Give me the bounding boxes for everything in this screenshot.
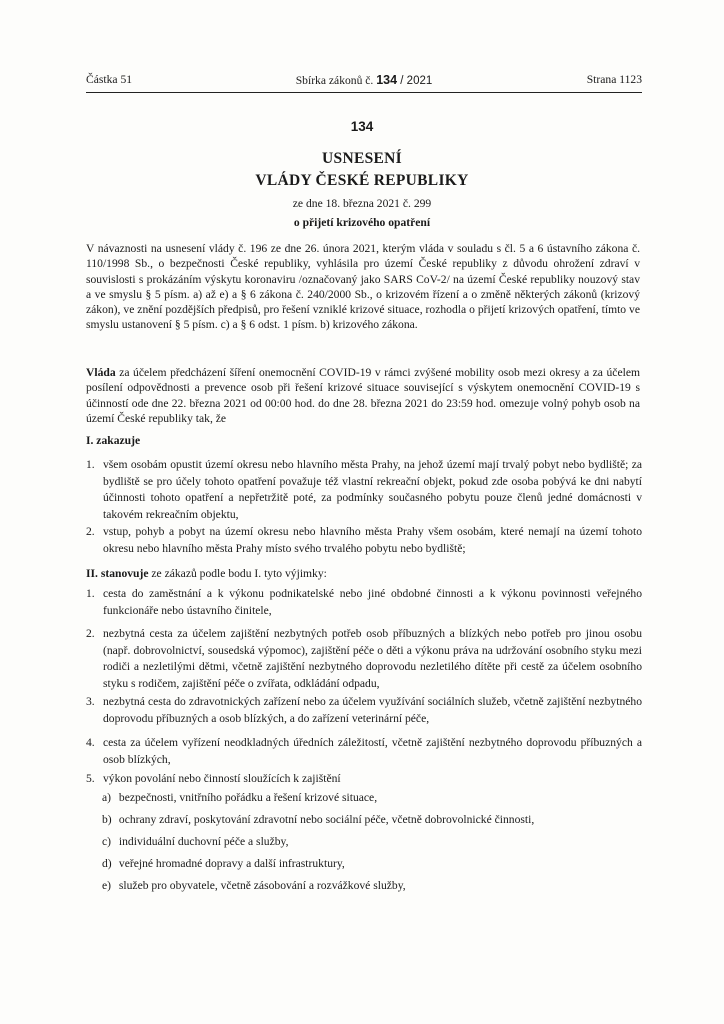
item-number: 1. [86, 458, 95, 471]
section-rest: ze zákazů podle bodu I. tyto výjimky: [148, 567, 327, 580]
item-number: 5. [86, 772, 95, 785]
item-number: 2. [86, 627, 95, 640]
sub-item-text: služeb pro obyvatele, včetně zásobování a rozvážkové služby, [118, 879, 406, 892]
intro-paragraph: V návaznosti na usnesení vlády č. 196 ze dne 26. února 2021, kterým vláda v souladu s čl. 5 a 6 ústavního zákona č. 110/1998 Sb., o bezpečnosti České republiky, vyhlásila pro území České republiky z důvodu ohrožení zdraví v souvislosti s prokázáním výskytu koronaviru /označovaný jako SARS CoV-2/ na území České republiky nouzový stav a ve smyslu § 5 písm. a) až e) a § 6 zákona č. 240/2000 Sb., o krizovém řízení a o změně některých zákonů (krizový zákon), ve znění pozdějších předpisů, pro řešení vzniklé krizové situace, rozhodla o přijetí krizových opatření, tímto ve smyslu ustanovení § 5 písm. c) a § 6 odst. 1 písm. b) krizového zákona. [86, 242, 640, 332]
title-line-2: VLÁDY ČESKÉ REPUBLIKY [255, 172, 469, 189]
sub-item-text: ochrany zdraví, poskytování zdravotní nebo sociální péče, včetně dobrovolnické činnosti, [118, 813, 535, 826]
header-collection [86, 73, 642, 87]
document-number: 134 [350, 119, 374, 134]
resolution-paragraph [86, 365, 640, 426]
header-rule [86, 92, 642, 93]
sub-item-letter: c) [102, 835, 112, 848]
item-text: výkon povolání nebo činností sloužících k zajištění [103, 772, 341, 785]
sub-item-letter: e) [102, 879, 112, 892]
sub-item [102, 791, 377, 804]
date-line: ze dne 18. března 2021 č. 299 [292, 197, 432, 210]
sub-item [102, 835, 288, 848]
sub-item [102, 879, 406, 892]
item-text: vstup, pohyb a pobyt na území okresu nebo hlavního města Prahy všem osobám, které nemají na území tohoto okresu nebo hlavního města Prahy místo svého trvalého pobytu nebo bydliště; [103, 525, 642, 555]
list-item [86, 524, 642, 557]
item-text: všem osobám opustit území okresu nebo hlavního města Prahy, na jehož území mají trvalý pobyt nebo bydliště; za bydliště se pro účely tohoto opatření považuje též vlastní rekreační objekt, pokud zde osoba pobývá ke dni nabytí účinnosti tohoto opatření a nepřetržitě poté, za podmínky současného pobytu pouze členů jedné domácnosti v takovém rekreačním objektu, [103, 458, 642, 521]
list-item [86, 735, 642, 768]
list-item [86, 586, 642, 619]
running-header [86, 73, 642, 91]
sub-item-letter: b) [102, 813, 112, 826]
item-text: cesta do zaměstnání a k výkonu podnikatelské nebo jiné obdobné činnosti a k výkonu povinnosti veřejného funkcionáře nebo ústavního činitele, [103, 587, 642, 617]
item-text: nezbytná cesta do zdravotnických zařízení nebo za účelem využívání sociálních služeb, včetně zajištění nezbytného doprovodu příbuzných a osob blízkých, a do zařízení veterinární péče, [103, 695, 642, 725]
item-text: cesta za účelem vyřízení neodkladných úředních záležitostí, včetně zajištění nezbytného doprovodu příbuzných a osob blízkých, [103, 736, 642, 766]
item-number: 2. [86, 525, 95, 538]
list-item [86, 694, 642, 727]
header-part: Částka 51 [86, 73, 133, 86]
section-label: II. stanovuje [86, 567, 149, 580]
item-text: nezbytná cesta za účelem zajištění nezbytných potřeb osob příbuzných a blízkých nebo potřeb pro jinou osobu (např. dobrovolnictví, sousedská výpomoc), zajištění péče o děti a výkonu práva na udržování osobního styku mezi rodiči a nezletilými dětmi, včetně zajištění nezbytného doprovodu nezletilého dítěte při cestě za účelem osobního styku s rodičem, zajištění péče o zvířata, odkládání odpadu, [103, 627, 642, 690]
subject-line: o přijetí krizového opatření [293, 216, 431, 229]
resolution-text: za účelem předcházení šíření onemocnění COVID-19 v rámci zvýšené mobility osob mezi okresy a za účelem posílení odpovědnosti a prevence osob při řešení krizové situace související s výskytem onemocnění COVID-19 s účinností ode dne 22. března 2021 od 00:00 hod. do dne 28. března 2021 do 23:59 hod. omezuje volný pohyb osob na území České republiky tak, že [86, 366, 640, 425]
header-page-number: Strana 1123 [586, 73, 642, 86]
header-collection-year: / 2021 [397, 75, 433, 87]
list-item [86, 771, 642, 788]
sub-item-text: individuální duchovní péče a služby, [118, 835, 289, 848]
section-heading-prohibits: I. zakazuje [86, 434, 141, 447]
header-collection-number: 134 [376, 73, 398, 87]
item-number: 4. [86, 736, 95, 749]
sub-item-letter: d) [102, 857, 112, 870]
sub-item-letter: a) [102, 791, 112, 804]
list-item [86, 457, 642, 523]
resolution-subject: Vláda [86, 366, 116, 379]
sub-item-text: veřejné hromadné dopravy a další infrastruktury, [118, 857, 345, 870]
item-number: 3. [86, 695, 95, 708]
sub-item [102, 857, 345, 870]
title-line-1: USNESENÍ [322, 150, 402, 167]
sub-item [102, 813, 534, 826]
section-heading-exceptions [86, 567, 327, 580]
item-number: 1. [86, 587, 95, 600]
list-item [86, 626, 642, 692]
sub-item-text: bezpečnosti, vnitřního pořádku a řešení krizové situace, [118, 791, 378, 804]
header-collection-label: Sbírka zákonů č. [295, 74, 377, 87]
